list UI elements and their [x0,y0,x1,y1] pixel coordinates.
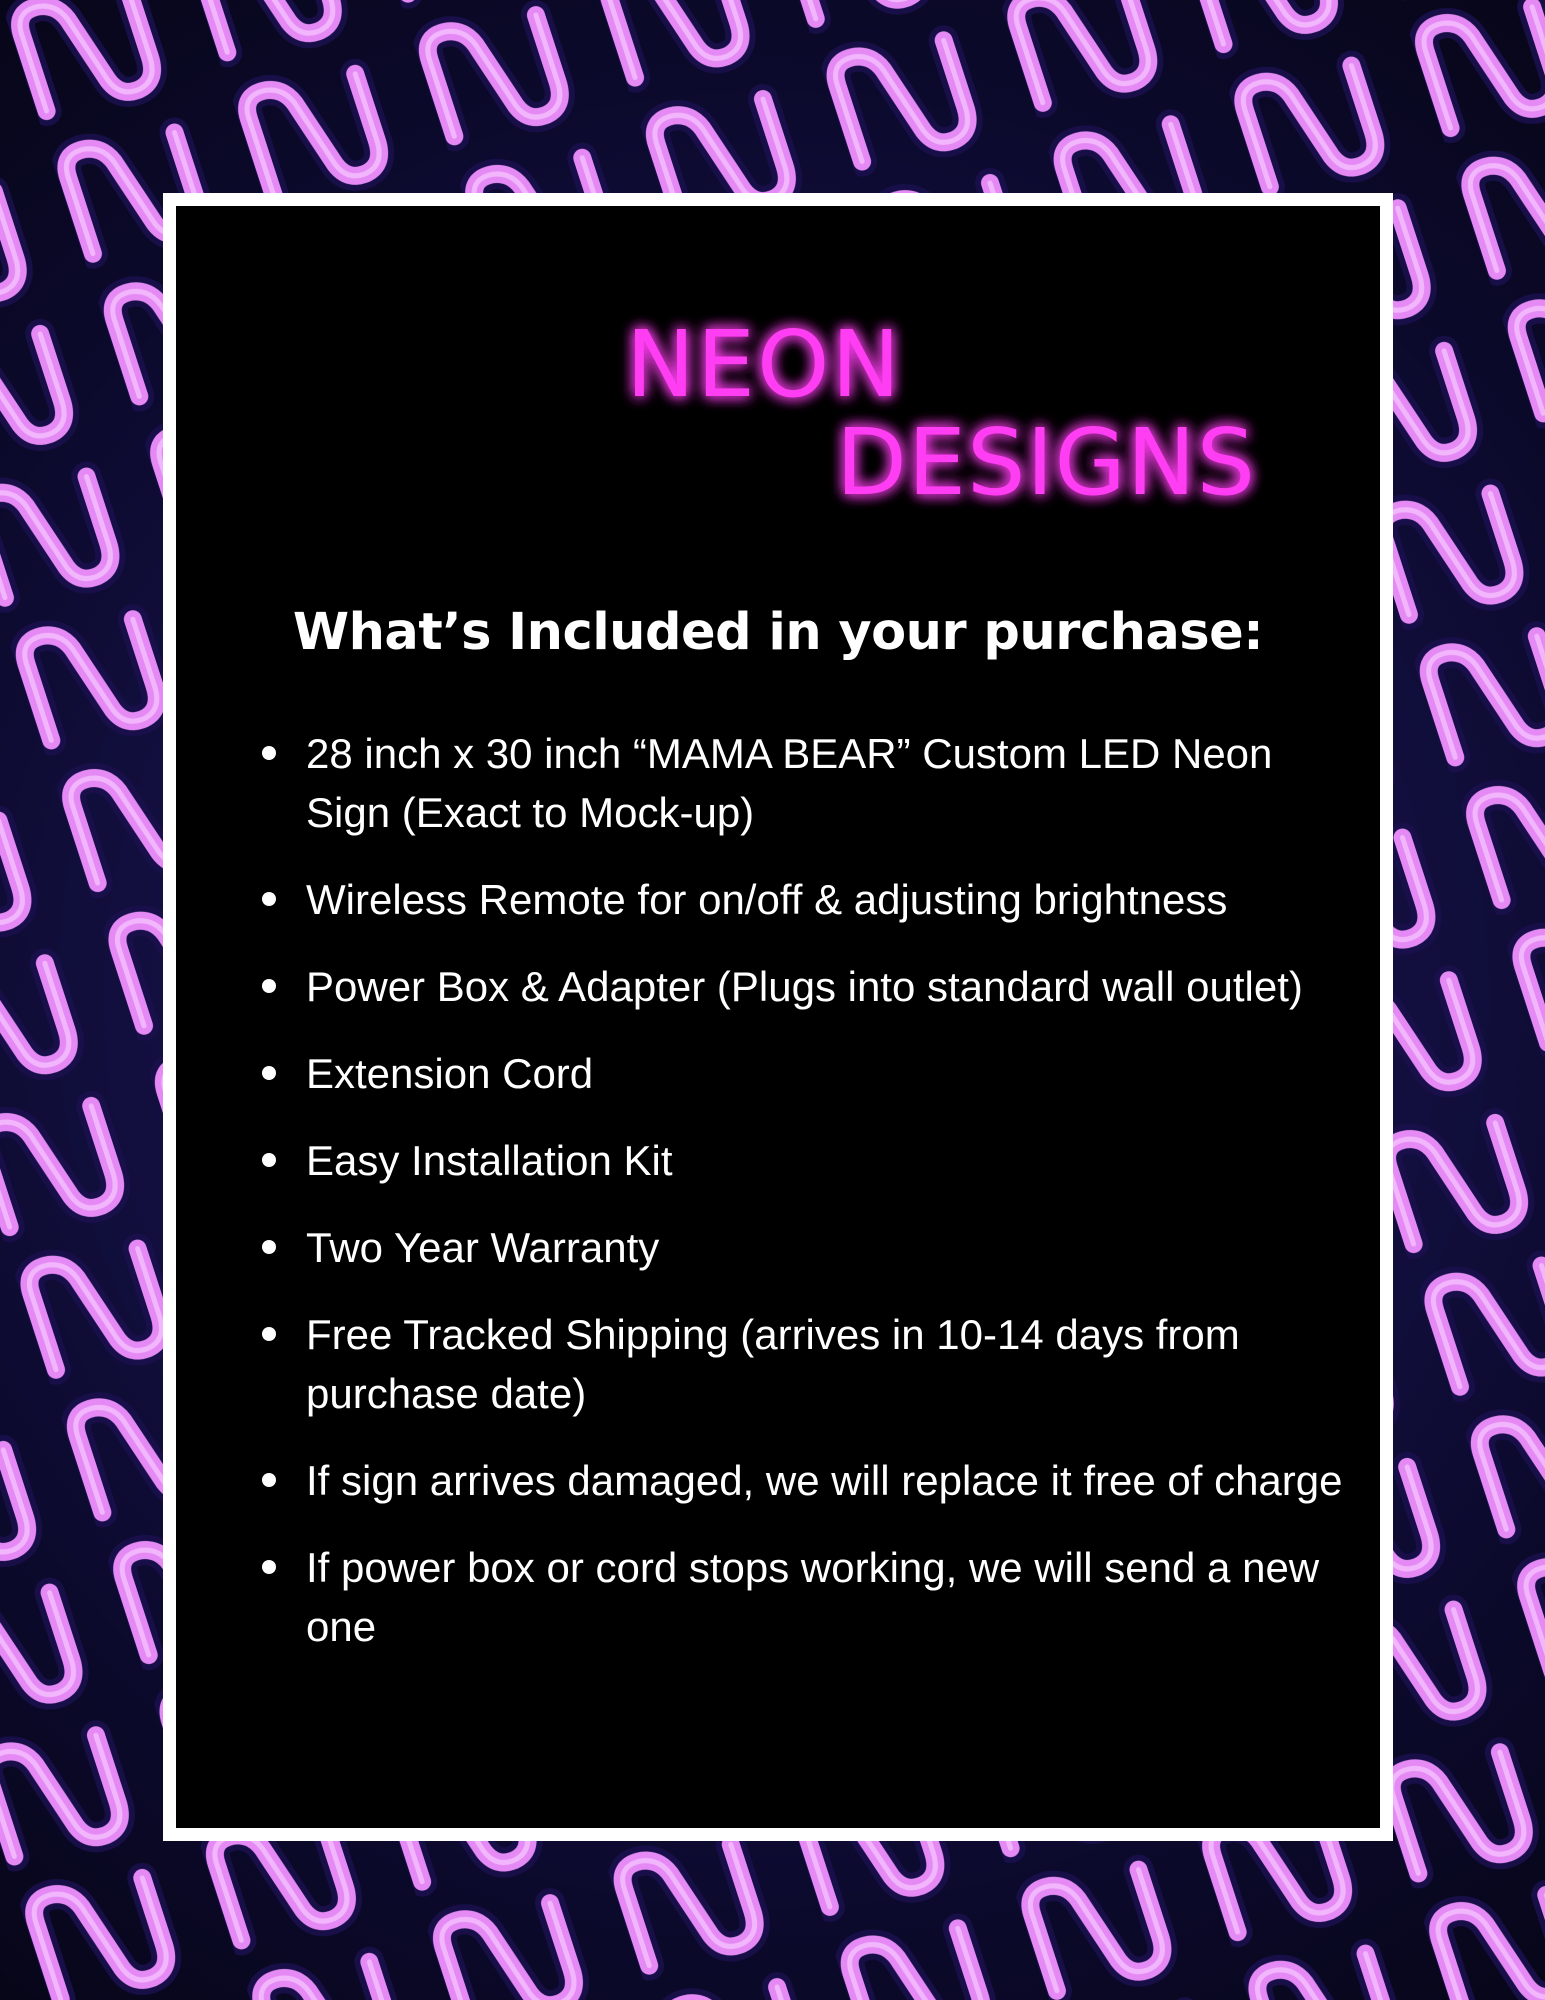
included-items-list [246,724,1366,1684]
list-item-text: If power box or cord stops working, we will send a new one [306,1544,1320,1650]
bullet-icon [262,892,276,906]
list-item [246,957,1366,1016]
list-item [246,1305,1366,1423]
bullet-icon [262,1153,276,1167]
bullet-icon [262,746,276,760]
included-items-card [163,193,1393,1841]
logo-word-neon: NEON [626,314,903,418]
bullet-icon [262,1560,276,1574]
list-item-text: Free Tracked Shipping (arrives in 10-14 days from purchase date) [306,1311,1240,1417]
list-item [246,1131,1366,1190]
list-item [246,1451,1366,1510]
neon-designs-logo [576,314,1276,514]
bullet-icon [262,1327,276,1341]
list-item-text: Easy Installation Kit [306,1137,673,1184]
list-item [246,1538,1366,1656]
bullet-icon [262,1240,276,1254]
list-item-text: If sign arrives damaged, we will replace it free of charge [306,1457,1343,1504]
list-item [246,1218,1366,1277]
list-item-text: Two Year Warranty [306,1224,660,1271]
list-item [246,724,1366,842]
bullet-icon [262,1066,276,1080]
list-item-text: Extension Cord [306,1050,594,1097]
list-item-text: Power Box & Adapter (Plugs into standard wall outlet) [306,963,1303,1010]
list-item-text: Wireless Remote for on/off & adjusting brightness [306,876,1228,923]
logo-word-designs: DESIGNS [836,409,1257,514]
bullet-icon [262,1473,276,1487]
list-item-text: 28 inch x 30 inch “MAMA BEAR” Custom LED Neon Sign (Exact to Mock-up) [306,730,1273,836]
list-item [246,1044,1366,1103]
page-heading: What’s Included in your purchase: [292,603,1264,662]
list-item [246,870,1366,929]
bullet-icon [262,979,276,993]
